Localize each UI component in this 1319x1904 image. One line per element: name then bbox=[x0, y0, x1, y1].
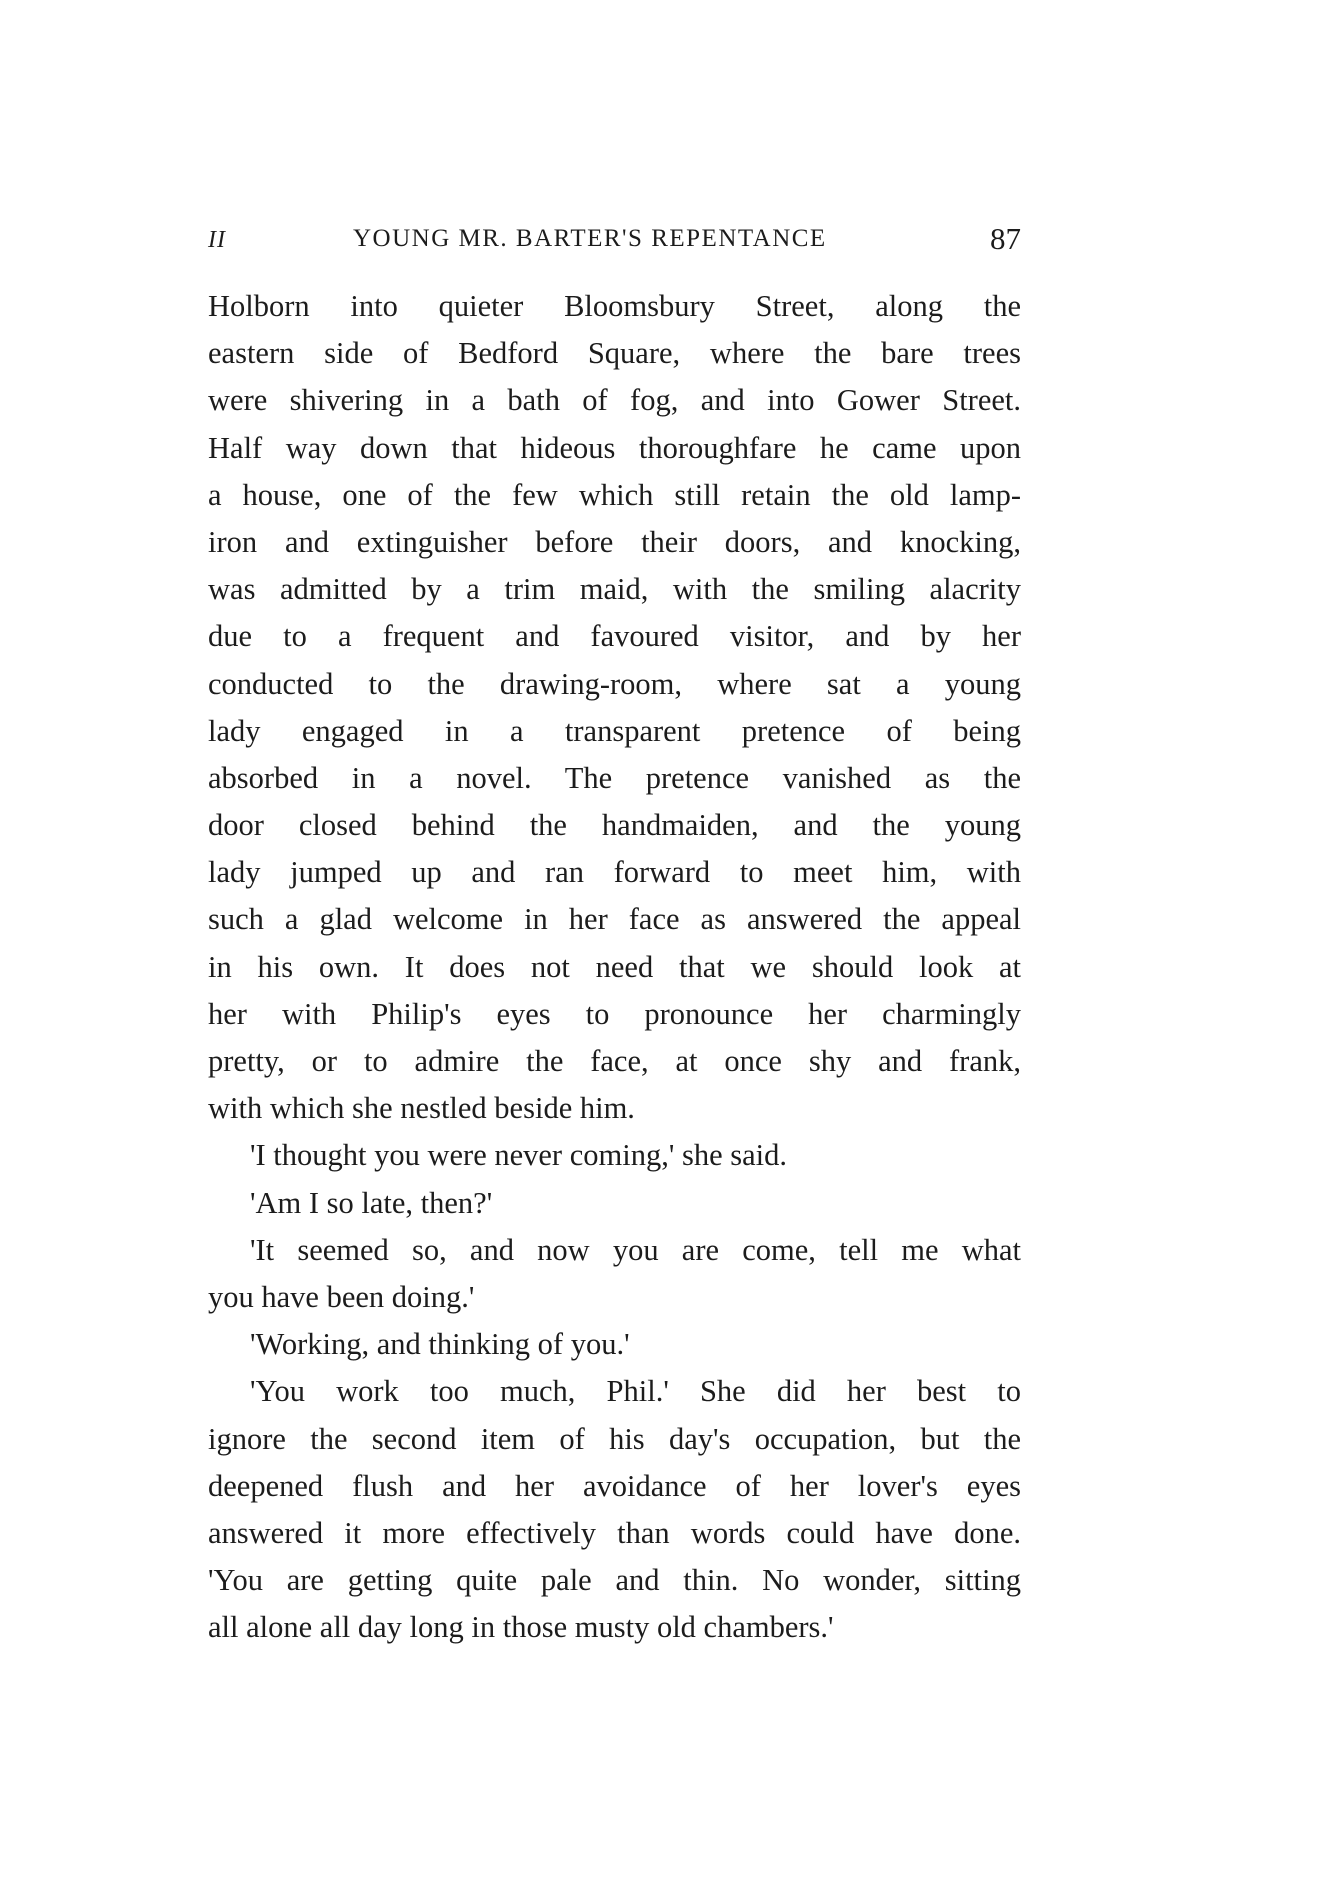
text-line: iron and extinguisher before their doors, and knocking, bbox=[208, 524, 1021, 559]
page-number: 87 bbox=[990, 221, 1021, 256]
text-line: her with Philip's eyes to pronounce her charmingly bbox=[208, 996, 1021, 1031]
chapter-numeral: II bbox=[208, 227, 226, 253]
text-line: such a glad welcome in her face as answered the appeal bbox=[208, 902, 1021, 937]
text-line: pretty, or to admire the face, at once shy and frank, bbox=[208, 1044, 1021, 1078]
text-line: Holborn into quieter Bloomsbury Street, along the bbox=[208, 289, 1021, 323]
text-line: 'You work too much, Phil.' She did her best to bbox=[250, 1374, 1021, 1409]
text-line: due to a frequent and favoured visitor, and by her bbox=[208, 619, 1021, 654]
text-line: in his own. It does not need that we should look at bbox=[208, 949, 1021, 984]
running-title: YOUNG MR. BARTER'S REPENTANCE bbox=[353, 225, 827, 252]
text-line: was admitted by a trim maid, with the smiling alacrity bbox=[208, 572, 1021, 607]
text-line: a house, one of the few which still retain the old lamp- bbox=[208, 477, 1021, 512]
text-line: 'It seemed so, and now you are come, tell me what bbox=[250, 1232, 1021, 1267]
text-line: 'Working, and thinking of you.' bbox=[250, 1327, 630, 1362]
text-line: conducted to the drawing-room, where sat a young bbox=[208, 666, 1021, 701]
text-line: Half way down that hideous thoroughfare he came upon bbox=[208, 430, 1021, 465]
text-line: lady engaged in a transparent pretence of being bbox=[208, 713, 1021, 748]
text-line: door closed behind the handmaiden, and the young bbox=[208, 808, 1021, 843]
text-line: deepened flush and her avoidance of her lover's eyes bbox=[208, 1468, 1021, 1503]
text-line: answered it more effectively than words could have done. bbox=[208, 1515, 1021, 1550]
text-line: absorbed in a novel. The pretence vanished as the bbox=[208, 760, 1021, 795]
text-line: with which she nestled beside him. bbox=[208, 1091, 635, 1126]
text-line: eastern side of Bedford Square, where the bare trees bbox=[208, 336, 1021, 371]
text-line: were shivering in a bath of fog, and into Gower Street. bbox=[208, 383, 1021, 418]
text-line: 'Am I so late, then?' bbox=[250, 1185, 493, 1220]
text-line: 'You are getting quite pale and thin. No wonder, sitting bbox=[208, 1563, 1021, 1598]
text-line: all alone all day long in those musty old chambers.' bbox=[208, 1610, 834, 1645]
text-line: ignore the second item of his day's occupation, but the bbox=[208, 1421, 1021, 1456]
text-line: you have been doing.' bbox=[208, 1279, 475, 1314]
text-line: 'I thought you were never coming,' she said. bbox=[250, 1138, 787, 1173]
running-header bbox=[208, 223, 1021, 263]
text-line: lady jumped up and ran forward to meet him, with bbox=[208, 855, 1021, 890]
body-text bbox=[208, 283, 1021, 1651]
